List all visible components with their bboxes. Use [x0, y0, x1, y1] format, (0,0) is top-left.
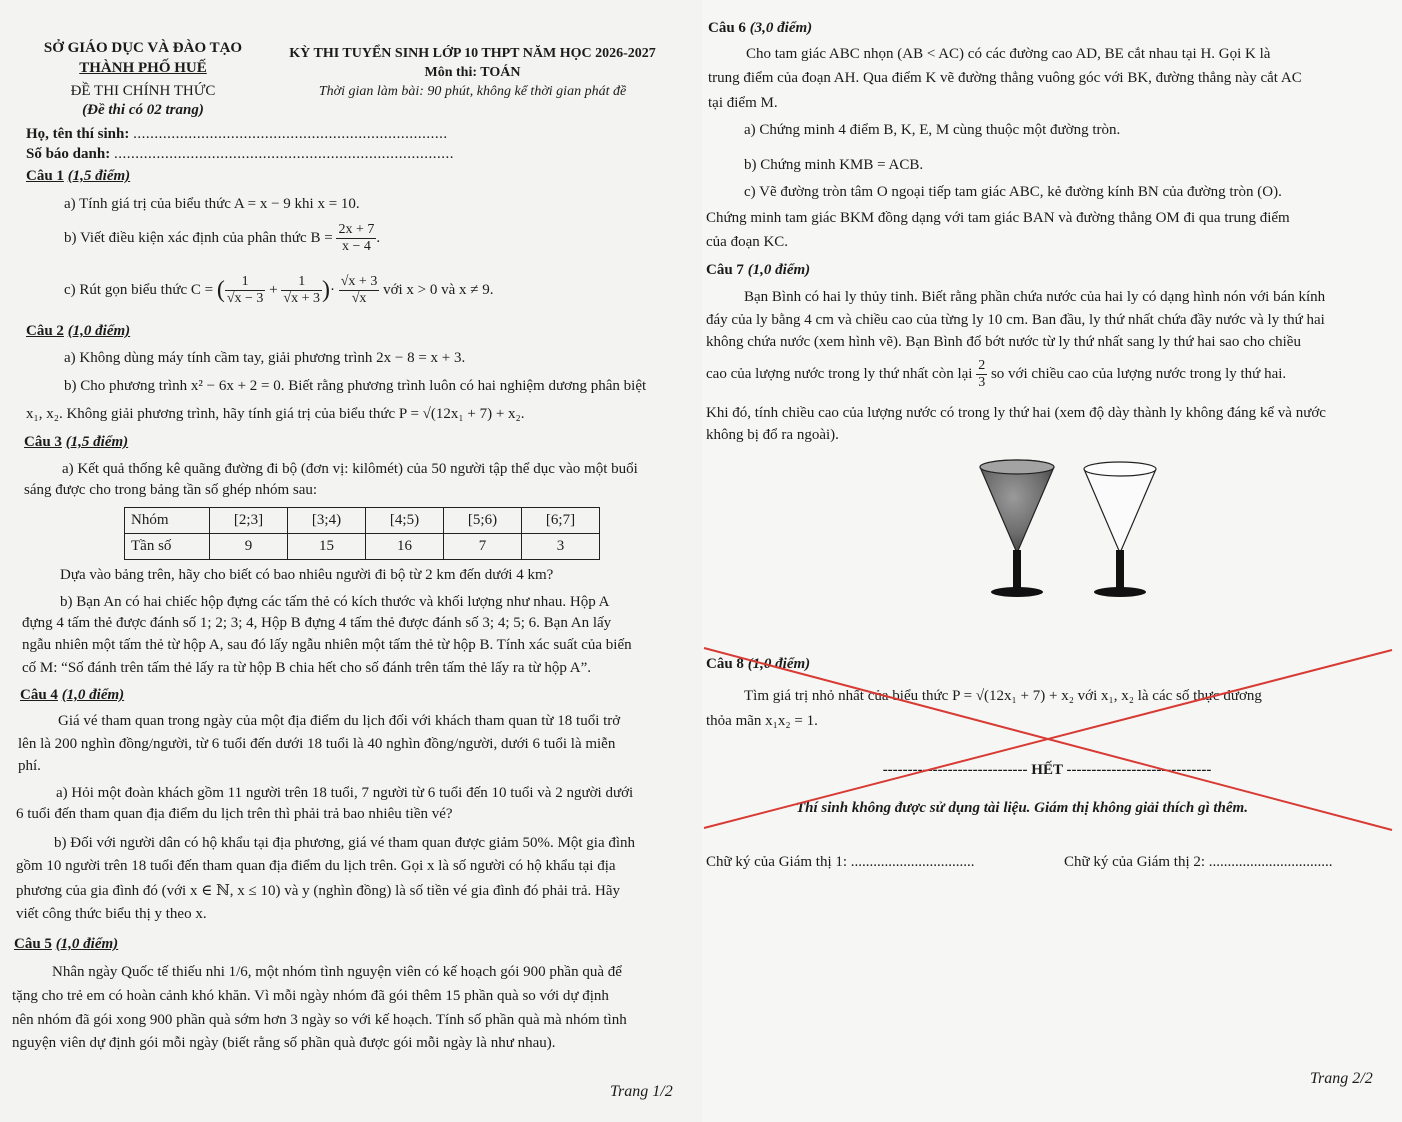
table-freq: 7 — [444, 534, 522, 560]
exam-page-2 — [702, 0, 1402, 1122]
q6-c-line3: của đoạn KC. — [706, 234, 789, 250]
table-freq: 3 — [522, 534, 600, 560]
q2-a: a) Không dùng máy tính cầm tay, giải phương trình 2x − 8 = x + 3. — [64, 350, 466, 366]
exam-title: KỲ THI TUYỂN SINH LỚP 10 THPT NĂM HỌC 2026-2027 — [289, 46, 656, 61]
candidate-name-line: Họ, tên thí sinh: .......................................................................... — [26, 126, 448, 142]
q4-b-line2: gồm 10 người trên 18 tuổi đến tham quan địa điểm du lịch trên. Gọi x là số người có hộ khẩu tại địa — [16, 858, 616, 874]
q8-heading: Câu 8 (1,0 điểm) — [706, 656, 811, 672]
q4-intro-line2: lên là 200 nghìn đồng/người, từ 6 tuổi đến dưới 18 tuổi là 40 nghìn đồng/người, dưới 6 tuổi là miễn — [18, 736, 616, 752]
q4-b-line3: phương của gia đình đó (với x ∈ ℕ, x ≤ 10) và y (nghìn đồng) là số tiền vé gia đình đó phải trả. Hãy — [16, 883, 621, 899]
q6-a: a) Chứng minh 4 điểm B, K, E, M cùng thuộc một đường tròn. — [744, 122, 1121, 138]
q3-b-line4: cố M: “Số đánh trên tấm thẻ lấy ra từ hộp B chia hết cho số đánh trên tấm thẻ lấy ra từ hộp A”. — [22, 660, 592, 676]
signature-2: Chữ ký của Giám thị 2: ................................. — [1064, 854, 1333, 870]
table-freq: 16 — [366, 534, 444, 560]
q4-intro-line3: phí. — [18, 758, 41, 774]
q6-intro-line1: Cho tam giác ABC nhọn (AB < AC) có các đường cao AD, BE cắt nhau tại H. Gọi K là — [746, 46, 1271, 62]
cross-out-mark — [702, 640, 1402, 840]
q2-b-line1: b) Cho phương trình x² − 6x + 2 = 0. Biết rằng phương trình luôn có hai nghiệm dương phân biệt — [64, 378, 647, 394]
dept-line1: SỞ GIÁO DỤC VÀ ĐÀO TẠO — [43, 40, 243, 56]
end-mark: ----------------------------- HẾT ----------------------------- — [882, 762, 1212, 778]
q5-line3: nên nhóm đã gói xong 900 phần quà sớm hơn 3 ngày so với kế hoạch. Tính số phần quà mà nhóm tình — [12, 1012, 627, 1028]
table-row-label: Tần số — [125, 534, 210, 560]
q5-line4: nguyện viên dự định gói mỗi ngày (biết rằng số phần quà được gói mỗi ngày là như nhau). — [12, 1035, 556, 1051]
q6-intro-line2: trung điểm của đoạn AH. Qua điểm K vẽ đường thẳng vuông góc với BK, đường thẳng này cắt AC — [708, 70, 1302, 86]
q4-a-line1: a) Hỏi một đoàn khách gồm 11 người trên 18 tuổi, 7 người từ 6 tuổi đến 10 tuổi và 2 người dưới — [56, 785, 634, 801]
q2-b-line2: x₁, x₂. Không giải phương trình, hãy tính giá trị của biểu thức P = √(12x₁ + 7) + x₂. — [26, 406, 525, 422]
table-freq: 15 — [288, 534, 366, 560]
q7-line5: Khi đó, tính chiều cao của lượng nước có trong ly thứ hai (xem độ dày thành ly không đáng kể và nước — [706, 405, 1326, 421]
q7-line6: không bị đổ ra ngoài). — [706, 427, 839, 443]
empty-glass-icon — [1084, 462, 1156, 597]
q4-heading: Câu 4 (1,0 điểm) — [20, 687, 125, 703]
table-row — [125, 534, 600, 560]
table-group: [6;7] — [522, 508, 600, 534]
candidate-id-line: Số báo danh: ................................................................................ — [26, 146, 454, 162]
q1-c: c) Rút gọn biểu thức C = ( $\frac{1}{√x - 3}$ + $\frac{1}{√x + 3}$ )· $\frac{√x + 3}{√x}$ với x > 0 và x ≠ 9. — [64, 274, 494, 306]
q5-line1: Nhân ngày Quốc tế thiếu nhi 1/6, một nhóm tình nguyện viên có kế hoạch gói 900 phần quà để — [52, 964, 622, 980]
table-group: [3;4) — [288, 508, 366, 534]
q1-heading: Câu 1 (1,5 điểm) — [26, 168, 131, 184]
time-note: Thời gian làm bài: 90 phút, không kể thời gian phát đề — [318, 84, 627, 99]
q3-b-line3: ngẫu nhiên một tấm thẻ từ hộp A, sau đó lấy ngẫu nhiên một tấm thẻ từ hộp B. Tính xác suất của biến — [22, 637, 632, 653]
q8-line1: Tìm giá trị nhỏ nhất của biểu thức P = √(12x₁ + 7) + x₂ với x₁, x₂ là các số thực dương — [744, 688, 1262, 704]
full-glass-icon — [980, 460, 1054, 597]
table-row — [125, 508, 600, 534]
q4-b-line1: b) Đối với người dân có hộ khẩu tại địa phương, giá vé tham quan được giảm 50%. Một gia đình — [54, 835, 636, 851]
glasses-illustration — [972, 455, 1172, 605]
q4-b-line4: viết công thức biểu thị y theo x. — [16, 906, 207, 922]
q3-heading: Câu 3 (1,5 điểm) — [24, 434, 129, 450]
exam-subject: Môn thi: TOÁN — [424, 65, 521, 80]
q3-a-question: Dựa vào bảng trên, hãy cho biết có bao nhiêu người đi bộ từ 2 km đến dưới 4 km? — [60, 567, 554, 583]
q8-line2: thỏa mãn x₁x₂ = 1. — [706, 713, 818, 729]
dept-line2: THÀNH PHỐ HUẾ — [79, 60, 207, 76]
table-freq: 9 — [210, 534, 288, 560]
q6-b: b) Chứng minh KMB = ACB. — [744, 157, 924, 173]
q6-intro-line3: tại điểm M. — [708, 95, 778, 111]
q3-a-line2: sáng được cho trong bảng tần số ghép nhóm sau: — [24, 482, 318, 498]
q5-line2: tặng cho trẻ em có hoàn cảnh khó khăn. Vì mỗi ngày nhóm đã gói thêm 15 phần quà so với dự định — [12, 988, 609, 1004]
signature-1: Chữ ký của Giám thị 1: ................................. — [706, 854, 975, 870]
q5-heading: Câu 5 (1,0 điểm) — [14, 936, 119, 952]
table-group: [5;6) — [444, 508, 522, 534]
q6-c-line1: c) Vẽ đường tròn tâm O ngoại tiếp tam giác ABC, kẻ đường kính BN của đường tròn (O). — [744, 184, 1282, 200]
q7-line1: Bạn Bình có hai ly thủy tinh. Biết rằng phần chứa nước của hai ly có dạng hình nón với bán kính — [744, 289, 1326, 305]
page2-footer: Trang 2/2 — [1310, 1070, 1373, 1087]
table-group: [2;3] — [210, 508, 288, 534]
q4-a-line2: 6 tuổi đến tham quan địa điểm du lịch trên thì phải trả bao nhiêu tiền vé? — [16, 806, 453, 822]
q4-intro-line1: Giá vé tham quan trong ngày của một địa điểm du lịch đối với khách tham quan từ 18 tuổi trở — [58, 713, 621, 729]
q6-heading: Câu 6 (3,0 điểm) — [708, 20, 813, 36]
q2-heading: Câu 2 (1,0 điểm) — [26, 323, 131, 339]
table-header-label: Nhóm — [125, 508, 210, 534]
q7-heading: Câu 7 (1,0 điểm) — [706, 262, 811, 278]
q3-b-line1: b) Bạn An có hai chiếc hộp đựng các tấm thẻ có kích thước và khối lượng như nhau. Hộp A — [60, 594, 610, 610]
page1-footer: Trang 1/2 — [610, 1083, 673, 1100]
table-group: [4;5) — [366, 508, 444, 534]
q7-line3: không chứa nước (xem hình vẽ). Bạn Bình đổ bớt nước từ ly thứ nhất sang ly thứ hai sao cho chiều — [706, 334, 1301, 350]
q3-b-line2: đựng 4 tấm thẻ được đánh số 1; 2; 3; 4, Hộp B đựng 4 tấm thẻ được đánh số 3; 4; 5; 6. Bạn An lấy — [22, 615, 612, 631]
official-label: ĐỀ THI CHÍNH THỨC — [70, 83, 216, 99]
q7-line2: đáy của ly bằng 4 cm và chiều cao của từng ly 10 cm. Ban đầu, ly thứ nhất chứa đầy nước và ly thứ hai — [706, 312, 1325, 328]
q1-b: b) Viết điều kiện xác định của phân thức B = $\frac{2x + 7}{x - 4}$ . — [64, 222, 381, 254]
frequency-table — [124, 507, 600, 560]
q6-c-line2: Chứng minh tam giác BKM đồng dạng với tam giác BAN và đường thẳng OM đi qua trung điểm — [706, 210, 1290, 226]
q3-a-line1: a) Kết quả thống kê quãng đường đi bộ (đơn vị: kilômét) của 50 người tập thể dục vào một buổi — [62, 461, 638, 477]
q7-line4: cao của lượng nước trong ly thứ nhất còn lại $\frac{2}{3}$ so với chiều cao của lượng nước trong ly thứ hai. — [706, 358, 1287, 390]
exam-note: Thí sinh không được sử dụng tài liệu. Giám thị không giải thích gì thêm. — [796, 800, 1248, 816]
q1-a: a) Tính giá trị của biểu thức A = x − 9 khi x = 10. — [64, 196, 360, 212]
pages-note: (Đề thi có 02 trang) — [82, 102, 204, 118]
